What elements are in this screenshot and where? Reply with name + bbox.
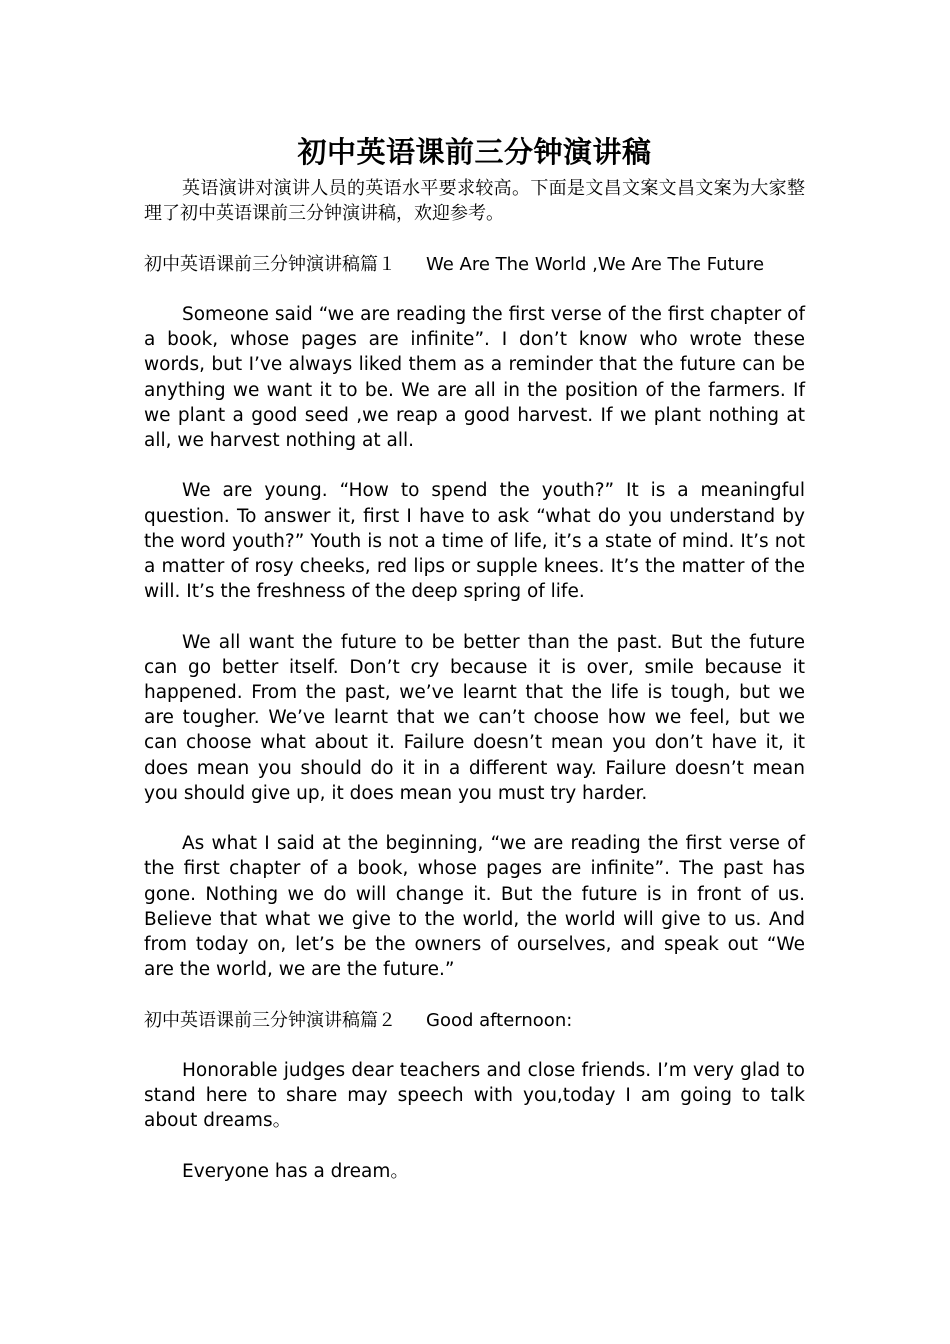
spacer xyxy=(144,604,805,629)
body-paragraph: Honorable judges dear teachers and close friends. I’m very glad to stand here to share may speech with you,today I am going to talk about dreams。 xyxy=(144,1060,805,1132)
section-label: 初中英语课前三分钟演讲稿篇１ xyxy=(144,253,396,275)
body-paragraph: As what I said at the beginning, “we are reading the first verse of the first chapter of a book, whose pages are infinite”. The past has gone. Nothing we do will change it. But the future is in front of us. Believe that what we give to the world, the world will give to us. And from today on, let’s be the owners of ourselves, and speak out “We are the world, we are the future.” xyxy=(144,833,805,981)
spacer xyxy=(144,226,805,251)
section-subtitle: We Are The World ,We Are The Future xyxy=(426,253,765,275)
spacer xyxy=(144,453,805,478)
section-heading xyxy=(144,252,805,277)
body-paragraph: Everyone has a dream。 xyxy=(182,1160,409,1182)
spacer xyxy=(144,277,805,302)
spacer xyxy=(144,1033,805,1058)
document-title: 初中英语课前三分钟演讲稿 xyxy=(297,135,652,169)
body-paragraph: We all want the future to be better than the past. But the future can go better itself. Don’t cry because it is over, smile because it happened. From the past, we’ve learnt that the life is tough, but we are tougher. We’ve learnt that we can’t choose how we feel, but we can choose what about it. Failure doesn’t mean you don’t have it, it does mean you should do it in a different way. Failure doesn’t mean you should give up, it does mean you must try harder. xyxy=(144,631,805,804)
spacer xyxy=(144,982,805,1007)
body-paragraph: Someone said “we are reading the first verse of the first chapter of a book, whose pages are infinite”. I don’t know who wrote these words, but I’ve always liked them as a reminder that the future can be anything we want it to be. We are all in the position of the farmers. If we plant a good seed ,we reap a good harvest. If we plant nothing at all, we harvest nothing at all. xyxy=(144,303,805,451)
intro-paragraph: 英语演讲对演讲人员的英语水平要求较高。下面是文昌文案文昌文案为大家整理了初中英语课前三分钟演讲稿，欢迎参考。 xyxy=(144,178,805,225)
spacer xyxy=(144,1134,805,1159)
body-paragraph: We are young. “How to spend the youth?” It is a meaningful question. To answer it, first I have to ask “what do you understand by the word youth?” Youth is not a time of life, it’s a state of mind. It’s not a matter of rosy cheeks, red lips or supple knees. It’s the matter of the will. It’s the freshness of the deep spring of life. xyxy=(144,480,805,603)
section-heading xyxy=(144,1008,805,1033)
section-subtitle: Good afternoon: xyxy=(426,1009,573,1031)
spacer xyxy=(144,806,805,831)
section-label: 初中英语课前三分钟演讲稿篇２ xyxy=(144,1009,396,1031)
document-page xyxy=(144,128,805,1184)
